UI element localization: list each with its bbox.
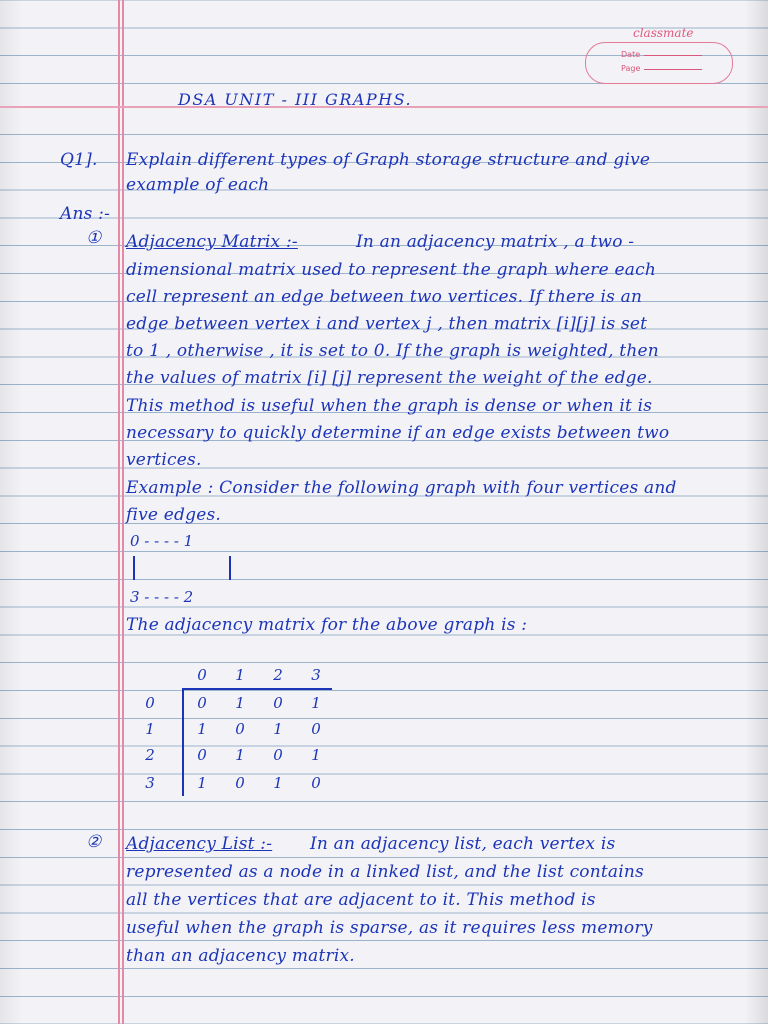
stamp-frame — [585, 42, 733, 84]
matrix-col-header: 3 — [311, 666, 321, 684]
section-2-line: useful when the graph is sparse, as it requires less memory — [126, 918, 653, 938]
classmate-stamp — [585, 24, 735, 84]
matrix-cell: 0 — [197, 746, 207, 764]
stamp-date-label: Date — [621, 50, 641, 59]
section-2-heading: Adjacency List :- — [126, 834, 273, 854]
stamp-date-row — [621, 50, 702, 59]
graph-bottom-edge: 3 - - - - 2 — [130, 588, 194, 606]
ans-label: Ans :- — [60, 204, 111, 224]
example-line: five edges. — [126, 505, 222, 525]
question-line-2: example of each — [126, 175, 270, 195]
matrix-row-header: 3 — [145, 774, 155, 792]
section-1-line: necessary to quickly determine if an edge exists between two — [126, 423, 670, 443]
matrix-cell: 0 — [197, 694, 207, 712]
section-1-line: In an adjacency matrix , a two - — [356, 232, 635, 252]
matrix-cell: 1 — [235, 694, 245, 712]
matrix-cell: 1 — [311, 746, 321, 764]
stamp-page-label: Page — [621, 64, 641, 73]
section-1-line: dimensional matrix used to represent the graph where each — [126, 260, 656, 280]
matrix-row-header: 2 — [145, 746, 155, 764]
matrix-cell: 0 — [273, 694, 283, 712]
matrix-top-border — [182, 688, 332, 690]
matrix-cell: 1 — [311, 694, 321, 712]
matrix-row-header: 1 — [145, 720, 155, 738]
question-label: Q1]. — [60, 150, 98, 170]
margin-line-inner — [122, 0, 124, 1024]
section-1-line: to 1 , otherwise , it is set to 0. If the graph is weighted, then — [126, 341, 659, 361]
matrix-cell: 0 — [273, 746, 283, 764]
matrix-cell: 1 — [197, 774, 207, 792]
matrix-cell: 1 — [197, 720, 207, 738]
matrix-row-header: 0 — [145, 694, 155, 712]
stamp-page-row — [621, 64, 702, 73]
margin-line — [118, 0, 120, 1024]
matrix-cell: 0 — [235, 774, 245, 792]
section-2-number: ② — [86, 832, 102, 852]
section-1-line: the values of matrix [i] [j] represent the weight of the edge. — [126, 368, 653, 388]
stamp-brand: classmate — [633, 26, 694, 40]
question-line-1: Explain different types of Graph storage structure and give — [126, 150, 651, 170]
page-title: DSA UNIT - III GRAPHS. — [178, 90, 413, 109]
section-1-line: This method is useful when the graph is dense or when it is — [126, 396, 653, 416]
example-line: Example : Consider the following graph with four vertices and — [126, 478, 677, 498]
matrix-col-header: 2 — [273, 666, 283, 684]
section-2-line: represented as a node in a linked list, and the list contains — [126, 862, 644, 882]
graph-right-edge — [229, 556, 231, 580]
section-2-line: than an adjacency matrix. — [126, 946, 355, 966]
matrix-col-header: 1 — [235, 666, 245, 684]
matrix-intro: The adjacency matrix for the above graph is : — [126, 615, 528, 635]
matrix-cell: 0 — [311, 720, 321, 738]
matrix-cell: 1 — [235, 746, 245, 764]
matrix-cell: 0 — [311, 774, 321, 792]
graph-top-edge: 0 - - - - 1 — [130, 532, 194, 550]
section-1-number: ① — [86, 228, 102, 248]
graph-left-edge — [133, 556, 135, 580]
section-1-line: vertices. — [126, 450, 202, 470]
matrix-cell: 1 — [273, 720, 283, 738]
matrix-left-border — [182, 688, 184, 796]
section-2-line: In an adjacency list, each vertex is — [310, 834, 616, 854]
section-2-line: all the vertices that are adjacent to it. This method is — [126, 890, 596, 910]
matrix-col-header: 0 — [197, 666, 207, 684]
matrix-cell: 1 — [273, 774, 283, 792]
section-1-heading: Adjacency Matrix :- — [126, 232, 298, 252]
section-1-line: edge between vertex i and vertex j , then matrix [i][j] is set — [126, 314, 648, 334]
matrix-cell: 0 — [235, 720, 245, 738]
section-1-line: cell represent an edge between two vertices. If there is an — [126, 287, 643, 307]
